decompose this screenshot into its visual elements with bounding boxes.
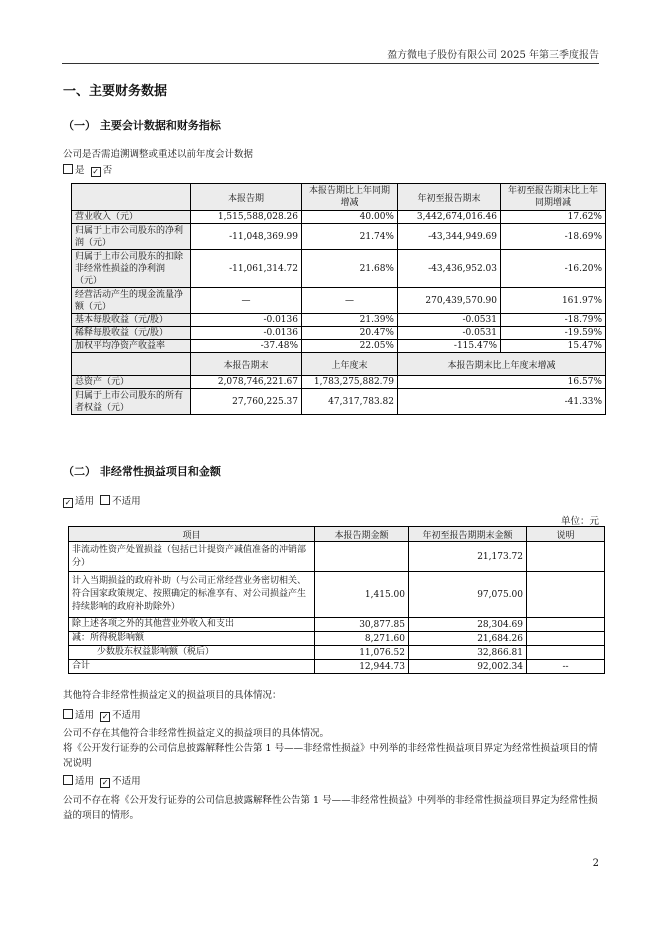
cell-value: -16.20% [501, 250, 606, 288]
table-row [69, 646, 605, 660]
table-row [69, 660, 605, 674]
restate-no-checkbox[interactable] [91, 167, 101, 177]
cell-value: -18.69% [501, 224, 606, 250]
cell-value: -43,344,949.69 [398, 224, 501, 250]
other-items-statement: 公司不存在其他符合非经常性损益定义的损益项目的具体情况。 [63, 728, 330, 739]
table-row [72, 224, 606, 250]
cell-value: -19.59% [501, 327, 606, 340]
cell-value: 97,075.00 [409, 572, 527, 618]
other-applicable-no-label: 不适用 [112, 710, 141, 721]
cell-value: 17.62% [501, 211, 606, 224]
table-header-cell [72, 184, 191, 211]
table-header-cell: 年初至报告期末比上年同期增减 [501, 184, 606, 211]
row-label: 归属于上市公司股东的所有者权益（元） [72, 389, 191, 415]
row-label: 非流动性资产处置损益（包括已计提资产减值准备的冲销部分） [69, 542, 315, 572]
table-header-cell: 本报告期金额 [315, 527, 409, 542]
cell-value: 20.47% [302, 327, 398, 340]
listed-recurring-statement: 公司不存在将《公开发行证券的公司信息披露解释性公告第 1 号——非经常性损益》中列举的非经常性损益项目界定为经常性损益的项目的情形。 [63, 795, 598, 821]
cell-value: -18.79% [501, 314, 606, 327]
other-applicable-yes-label: 适用 [75, 710, 95, 721]
cell-value: 21,684.26 [409, 632, 527, 646]
cell-value [315, 542, 409, 572]
cell-value: -115.47% [398, 340, 501, 353]
table-row [69, 618, 605, 632]
applicable-no-checkbox[interactable] [100, 495, 110, 505]
header-divider [62, 63, 599, 64]
listed-applicable [63, 774, 141, 789]
table-row [69, 632, 605, 646]
cell-value: 28,304.69 [409, 618, 527, 632]
row-label: 归属于上市公司股东的扣除非经常性损益的净利润（元） [72, 250, 191, 288]
subsection-title-accounting-data: （一） 主要会计数据和财务指标 [63, 119, 221, 132]
cell-value: 161.97% [501, 288, 606, 314]
cell-value: -0.0136 [191, 314, 302, 327]
listed-applicable-yes-label: 适用 [75, 776, 95, 787]
applicable-yes-checkbox[interactable] [63, 498, 73, 508]
cell-value: 3,442,674,016.46 [398, 211, 501, 224]
table-header-cell: 年初至报告期期末金额 [409, 527, 527, 542]
cell-value: 21,173.72 [409, 542, 527, 572]
table-row [72, 250, 606, 288]
table-header-cell: 本报告期末比上年度末增减 [398, 353, 606, 376]
row-label: 归属于上市公司股东的净利润（元） [72, 224, 191, 250]
cell-value: -11,048,369.99 [191, 224, 302, 250]
cell-value [527, 646, 605, 660]
cell-value: 1,783,275,882.79 [302, 376, 398, 389]
unit-label: 单位：元 [560, 516, 599, 527]
applicable-yes-label: 适用 [75, 496, 95, 507]
table-row [72, 211, 606, 224]
row-label: 营业收入（元） [72, 211, 191, 224]
restate-choice [63, 163, 112, 178]
cell-value: -37.48% [191, 340, 302, 353]
other-items-applicable [63, 708, 141, 723]
subsection-title-nonrecurring: （二） 非经常性损益项目和金额 [63, 465, 221, 478]
page-number: 2 [592, 858, 599, 869]
row-label: 稀释每股收益（元/股） [72, 327, 191, 340]
cell-value: 47,317,783.82 [302, 389, 398, 415]
row-label: 计入当期损益的政府补助（与公司正常经营业务密切相关、符合国家政策规定、按照确定的标准享有、对公司损益产生持续影响的政府补助除外） [69, 572, 315, 618]
cell-value [527, 632, 605, 646]
cell-value: 30,877.85 [315, 618, 409, 632]
restate-yes-label: 是 [75, 165, 85, 176]
cell-value: 92,002.34 [409, 660, 527, 674]
table-header-cell [72, 353, 191, 376]
cell-value: 1,515,588,028.26 [191, 211, 302, 224]
row-label: 除上述各项之外的其他营业外收入和支出 [69, 618, 315, 632]
cell-value: -41.33% [398, 389, 606, 415]
table-header-cell: 上年度末 [302, 353, 398, 376]
table-header-cell: 本报告期 [191, 184, 302, 211]
nonrecurring-items-table [68, 526, 605, 674]
cell-value: -43,436,952.03 [398, 250, 501, 288]
cell-value: 16.57% [398, 376, 606, 389]
restate-question: 公司是否需追溯调整或重述以前年度会计数据 [63, 149, 254, 160]
cell-value: 15.47% [501, 340, 606, 353]
cell-value: 21.39% [302, 314, 398, 327]
table-row [72, 340, 606, 353]
table-header-cell: 年初至报告期末 [398, 184, 501, 211]
cell-value [527, 618, 605, 632]
other-items-heading: 其他符合非经常性损益定义的损益项目的具体情况： [63, 690, 282, 701]
table-header-cell: 本报告期末 [191, 353, 302, 376]
row-label: 经营活动产生的现金流量净额（元） [72, 288, 191, 314]
cell-value [527, 572, 605, 618]
cell-value: 27,760,225.37 [191, 389, 302, 415]
cell-value: 32,866.81 [409, 646, 527, 660]
listed-recurring-heading: 将《公开发行证券的公司信息披露解释性公告第 1 号——非经常性损益》中列举的非经常性损益项目界定为经常性损益项目的情况说明 [63, 743, 598, 769]
cell-value: 2,078,746,221.67 [191, 376, 302, 389]
row-label: 加权平均净资产收益率 [72, 340, 191, 353]
cell-value: 12,944.73 [315, 660, 409, 674]
table-row [72, 314, 606, 327]
table-row [72, 327, 606, 340]
cell-value: 11,076.52 [315, 646, 409, 660]
listed-applicable-no-label: 不适用 [112, 776, 141, 787]
cell-value: 21.74% [302, 224, 398, 250]
section-title-main-financial-data: 一、主要财务数据 [63, 84, 168, 99]
cell-value: 40.00% [302, 211, 398, 224]
cell-value: -- [527, 660, 605, 674]
cell-value: -0.0136 [191, 327, 302, 340]
cell-value: -0.0531 [398, 327, 501, 340]
row-label: 总资产（元） [72, 376, 191, 389]
row-label: 减：所得税影响额 [69, 632, 315, 646]
table-header-row [69, 527, 605, 542]
table-row [69, 542, 605, 572]
table-header-row [72, 184, 606, 211]
other-applicable-yes-checkbox[interactable] [63, 709, 73, 719]
cell-value: 21.68% [302, 250, 398, 288]
table-header-cell: 本报告期比上年同期增减 [302, 184, 398, 211]
table-header-row [72, 353, 606, 376]
table-row [69, 572, 605, 618]
report-header: 盈方微电子股份有限公司 2025 年第三季度报告 [387, 50, 599, 61]
row-label: 少数股东权益影响额（税后） [69, 646, 315, 660]
table-header-cell: 说明 [527, 527, 605, 542]
cell-value: 1,415.00 [315, 572, 409, 618]
restate-yes-checkbox[interactable] [63, 164, 73, 174]
cell-value: 8,271.60 [315, 632, 409, 646]
listed-applicable-yes-checkbox[interactable] [63, 775, 73, 785]
cell-value: — [302, 288, 398, 314]
cell-value: 22.05% [302, 340, 398, 353]
table-header-cell: 项目 [69, 527, 315, 542]
applicable-no-label: 不适用 [112, 496, 141, 507]
cell-value: — [191, 288, 302, 314]
row-label: 基本每股收益（元/股） [72, 314, 191, 327]
restate-no-label: 否 [102, 165, 113, 176]
table-row [72, 389, 606, 415]
cell-value: -11,061,314.72 [191, 250, 302, 288]
table-row [72, 288, 606, 314]
cell-value: 270,439,570.90 [398, 288, 501, 314]
table-row [72, 376, 606, 389]
listed-applicable-no-checkbox[interactable] [100, 778, 110, 788]
applicable-choice [63, 494, 141, 509]
cell-value: -0.0531 [398, 314, 501, 327]
cell-value [527, 542, 605, 572]
other-applicable-no-checkbox[interactable] [100, 712, 110, 722]
row-label: 合计 [69, 660, 315, 674]
financial-indicators-table [71, 183, 606, 415]
